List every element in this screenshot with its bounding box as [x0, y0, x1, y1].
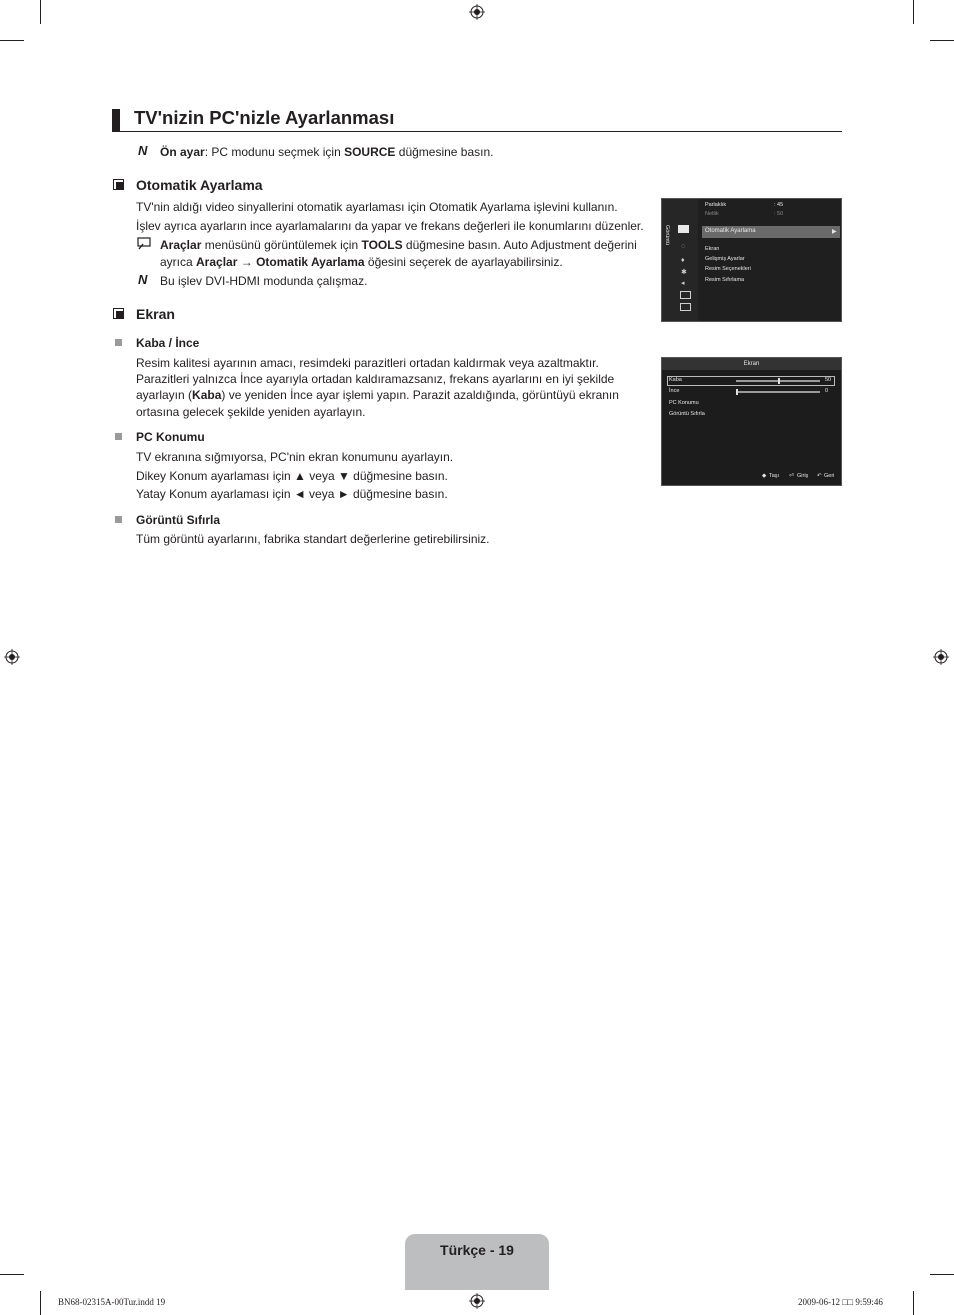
- back-icon: ↶: [817, 473, 822, 479]
- kaba-line1: Resim kalitesi ayarının amacı, resimdeki parazitleri ortadan kaldırmak veya azaltmaktır.: [136, 356, 599, 370]
- bullet-square-icon: [115, 516, 122, 523]
- registration-mark-icon: [469, 1293, 485, 1309]
- page-title: TV'nizin PC'nizle Ayarlanması: [134, 107, 395, 128]
- osd-ince-value: 0: [825, 388, 829, 394]
- enter-icon: ⏎: [789, 473, 794, 479]
- pc-heading: PC Konumu: [136, 430, 205, 444]
- osd-item-label[interactable]: Gelişmiş Ayarlar: [705, 256, 745, 262]
- section-checkbox-icon: [113, 179, 124, 190]
- kaba-line2: Parazitleri yalnızca İnce ayarıyla ortadan kaldıramazsanız, frekans ayarlarını en iyi şekilde: [136, 372, 615, 386]
- title-rule: [112, 131, 842, 132]
- registration-mark-icon: [933, 649, 949, 665]
- title-marker: [112, 109, 120, 131]
- osd-screen-menu: [661, 357, 842, 486]
- bullet-square-icon: [115, 433, 122, 440]
- osd-item-label[interactable]: Resim Seçenekleri: [705, 266, 751, 272]
- note-icon: N: [138, 272, 148, 287]
- otomatik-note: Bu işlev DVI-HDMI modunda çalışmaz.: [160, 274, 368, 288]
- osd-item-label[interactable]: Parlaklık: [705, 202, 727, 208]
- osd-item-label[interactable]: Ekran: [705, 246, 720, 252]
- osd-item-label[interactable]: Otomatik Ayarlama: [705, 228, 756, 234]
- bullet-square-icon: [115, 339, 122, 346]
- section-heading-ekran: Ekran: [136, 306, 175, 322]
- kaba-line4: ortasına gelecek şekilde yeniden ayarlayın.: [136, 405, 366, 419]
- osd-pc-label[interactable]: PC Konumu: [669, 400, 699, 406]
- otomatik-line1: TV'nin aldığı video sinyallerini otomatik ayarlaması için Otomatik Ayarlama işlevini kullanın.: [136, 200, 618, 214]
- note-icon: N: [138, 143, 148, 158]
- crop-mark: [930, 40, 954, 41]
- arrow-right-icon: ▶: [832, 229, 837, 235]
- reset-line1: Tüm görüntü ayarlarını, fabrika standart değerlerine getirebilirsiniz.: [136, 532, 490, 546]
- page-number: Türkçe - 19: [440, 1242, 514, 1258]
- section-checkbox-icon: [113, 308, 124, 319]
- crop-mark: [40, 0, 41, 24]
- crop-mark: [930, 1274, 954, 1275]
- support-icon: [680, 303, 691, 311]
- sound-icon: ◌: [681, 243, 686, 250]
- ince-slider-knob[interactable]: [736, 389, 738, 395]
- reset-heading: Görüntü Sıfırla: [136, 513, 220, 527]
- pc-line2: Dikey Konum ayarlaması için ▲ veya ▼ düğmesine basın.: [136, 469, 448, 483]
- osd-ince-label[interactable]: İnce: [669, 388, 680, 394]
- input-icon: ◂: [681, 280, 685, 287]
- osd-side-label: Görüntü: [664, 225, 670, 245]
- kaba-heading: Kaba / İnce: [136, 336, 200, 350]
- setup-icon: ✱: [681, 269, 687, 276]
- kaba-line3: ayarlayın (Kaba) ve yeniden İnce ayar işlemi yapın. Parazit azaldığında, görüntüyü ekranın: [136, 388, 619, 402]
- osd-header: Ekran: [662, 358, 841, 370]
- pc-line3: Yatay Konum ayarlaması için ◄ veya ► düğmesine basın.: [136, 487, 448, 501]
- otomatik-line2: İşlev ayrıca ayarların ince ayarlamalarını da yapar ve frekans değerleri ile konumlarını düzenler.: [136, 219, 644, 233]
- crop-mark: [913, 1291, 914, 1315]
- section-heading-otomatik: Otomatik Ayarlama: [136, 177, 263, 193]
- osd-nav-move: Taşı: [769, 473, 780, 479]
- osd-kaba-label[interactable]: Kaba: [669, 377, 682, 383]
- osd-item-value: : 50: [774, 211, 784, 217]
- pc-line1: TV ekranına sığmıyorsa, PC'nin ekran konumunu ayarlayın.: [136, 450, 454, 464]
- crop-mark: [913, 0, 914, 24]
- slug-date: 2009-06-12 □□ 9:59:46: [798, 1297, 883, 1307]
- osd-reset-label[interactable]: Görüntü Sıfırla: [669, 411, 705, 417]
- tools-line1: Araçlar menüsünü görüntülemek için TOOLS düğmesine basın. Auto Adjustment değerini: [160, 238, 637, 252]
- channel-icon: ♦: [681, 257, 685, 264]
- osd-item-label[interactable]: Resim Sıfırlama: [705, 277, 745, 283]
- crop-mark: [0, 1274, 24, 1275]
- tools-icon: [137, 237, 151, 250]
- crop-mark: [40, 1291, 41, 1315]
- osd-nav-back: Geri: [824, 473, 835, 479]
- intro-note: Ön ayar: PC modunu seçmek için SOURCE düğmesine basın.: [160, 145, 494, 159]
- osd-kaba-value: 50: [825, 377, 832, 383]
- osd-nav-enter: Giriş: [797, 473, 809, 479]
- picture-icon: [678, 225, 689, 233]
- tools-line2: ayrıca Araçlar → Otomatik Ayarlama öğesini seçerek de ayarlayabilirsiniz.: [160, 255, 563, 269]
- kaba-slider-knob[interactable]: [778, 378, 780, 384]
- registration-mark-icon: [4, 649, 20, 665]
- registration-mark-icon: [469, 4, 485, 20]
- osd-picture-menu: [661, 198, 842, 322]
- osd-item-value: : 45: [774, 202, 784, 208]
- move-icon: ◆: [762, 473, 767, 479]
- ince-slider[interactable]: [736, 391, 820, 393]
- application-icon: [680, 291, 691, 299]
- osd-item-label[interactable]: Netlik: [705, 211, 719, 217]
- crop-mark: [0, 40, 24, 41]
- slug-file: BN68-02315A-00Tur.indd 19: [58, 1297, 166, 1307]
